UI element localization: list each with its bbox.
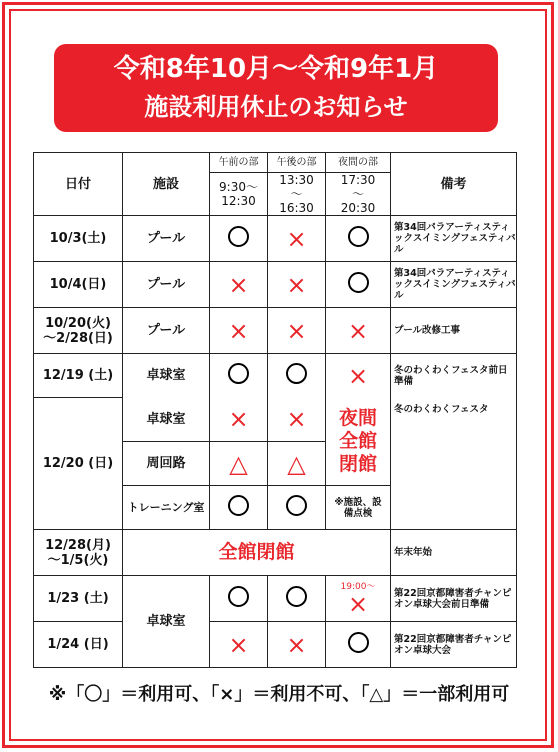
unavailable-icon: × bbox=[210, 308, 268, 354]
available-icon bbox=[210, 216, 268, 262]
unavailable-icon: × bbox=[210, 262, 268, 308]
unavailable-icon: × bbox=[326, 354, 391, 398]
title-notice: 施設利用休止のお知らせ bbox=[144, 93, 408, 121]
row-remark: 第22回京都障害者チャンピオン卓球大会前日準備 bbox=[391, 576, 517, 622]
available-icon bbox=[326, 216, 391, 262]
schedule-table bbox=[33, 152, 517, 668]
row-date: 1/23 (土) bbox=[34, 576, 123, 622]
inspection-note: ※施設、設備点検 bbox=[326, 486, 391, 530]
table-row bbox=[34, 530, 517, 576]
header-remarks: 備考 bbox=[391, 153, 517, 216]
table-row bbox=[34, 262, 517, 308]
night-closed-label: 夜間全館閉館 bbox=[326, 398, 391, 486]
row-date: 1/24 (日) bbox=[34, 622, 123, 668]
unavailable-icon: × bbox=[268, 216, 326, 262]
table-row bbox=[34, 622, 517, 668]
row-date: 10/3(土) bbox=[34, 216, 123, 262]
row-remark: プール改修工事 bbox=[391, 308, 517, 354]
unavailable-icon: 19:00～ × bbox=[326, 576, 391, 622]
table-row bbox=[34, 576, 517, 622]
row-remark: 第34回パラアーティスティックスイミングフェスティバル bbox=[391, 262, 517, 308]
row-date: 12/20 (日) bbox=[34, 398, 123, 530]
row-date: 12/19 (土) bbox=[34, 354, 123, 398]
partial-icon: △ bbox=[268, 442, 326, 486]
header-morning-time: 9:30～12:30 bbox=[210, 173, 268, 216]
row-date: 12/28(月)～1/5(火) bbox=[34, 530, 123, 576]
table-row bbox=[34, 398, 517, 442]
unavailable-icon: × bbox=[268, 262, 326, 308]
header-night-time: 17:30～20:30 bbox=[326, 173, 391, 216]
available-icon bbox=[210, 576, 268, 622]
row-facility: トレーニング室 bbox=[123, 486, 210, 530]
row-remark: 冬のわくわくフェスタ bbox=[391, 398, 517, 530]
row-facility: プール bbox=[123, 308, 210, 354]
header-facility: 施設 bbox=[123, 153, 210, 216]
available-icon bbox=[326, 622, 391, 668]
available-icon bbox=[210, 486, 268, 530]
partial-icon: △ bbox=[210, 442, 268, 486]
table-row bbox=[34, 308, 517, 354]
header-afternoon: 午後の部 bbox=[268, 153, 326, 173]
unavailable-icon: × bbox=[268, 398, 326, 442]
row-facility: 卓球室 bbox=[123, 354, 210, 398]
header-night: 夜間の部 bbox=[326, 153, 391, 173]
available-icon bbox=[268, 486, 326, 530]
all-closed-label: 全館閉館 bbox=[123, 530, 391, 576]
row-facility: 卓球室 bbox=[123, 398, 210, 442]
available-icon bbox=[210, 354, 268, 398]
row-facility: 周回路 bbox=[123, 442, 210, 486]
header-date: 日付 bbox=[34, 153, 123, 216]
available-icon bbox=[326, 262, 391, 308]
table-row bbox=[34, 354, 517, 398]
night-time-note: 19:00～ bbox=[340, 581, 376, 592]
legend-note: ※「〇」＝利用可、「×」＝利用不可、「△」＝一部利用可 bbox=[48, 684, 510, 705]
unavailable-icon: × bbox=[210, 622, 268, 668]
title-period: 令和8年10月～令和9年1月 bbox=[113, 54, 439, 84]
row-remark: 年末年始 bbox=[391, 530, 517, 576]
row-facility: 卓球室 bbox=[123, 576, 210, 668]
available-icon bbox=[268, 354, 326, 398]
header-morning: 午前の部 bbox=[210, 153, 268, 173]
row-remark: 第22回京都障害者チャンピオン卓球大会 bbox=[391, 622, 517, 668]
available-icon bbox=[268, 576, 326, 622]
unavailable-icon: × bbox=[210, 398, 268, 442]
row-facility: プール bbox=[123, 262, 210, 308]
unavailable-icon: × bbox=[326, 308, 391, 354]
row-remark: 第34回パラアーティスティックスイミングフェスティバル bbox=[391, 216, 517, 262]
row-date: 10/4(日) bbox=[34, 262, 123, 308]
row-date: 10/20(火)～2/28(日) bbox=[34, 308, 123, 354]
unavailable-icon: × bbox=[268, 622, 326, 668]
header-afternoon-time: 13:30～16:30 bbox=[268, 173, 326, 216]
table-row bbox=[34, 216, 517, 262]
row-remark: 冬のわくわくフェスタ前日準備 bbox=[391, 354, 517, 398]
title-banner bbox=[54, 44, 498, 132]
row-facility: プール bbox=[123, 216, 210, 262]
unavailable-icon: × bbox=[268, 308, 326, 354]
